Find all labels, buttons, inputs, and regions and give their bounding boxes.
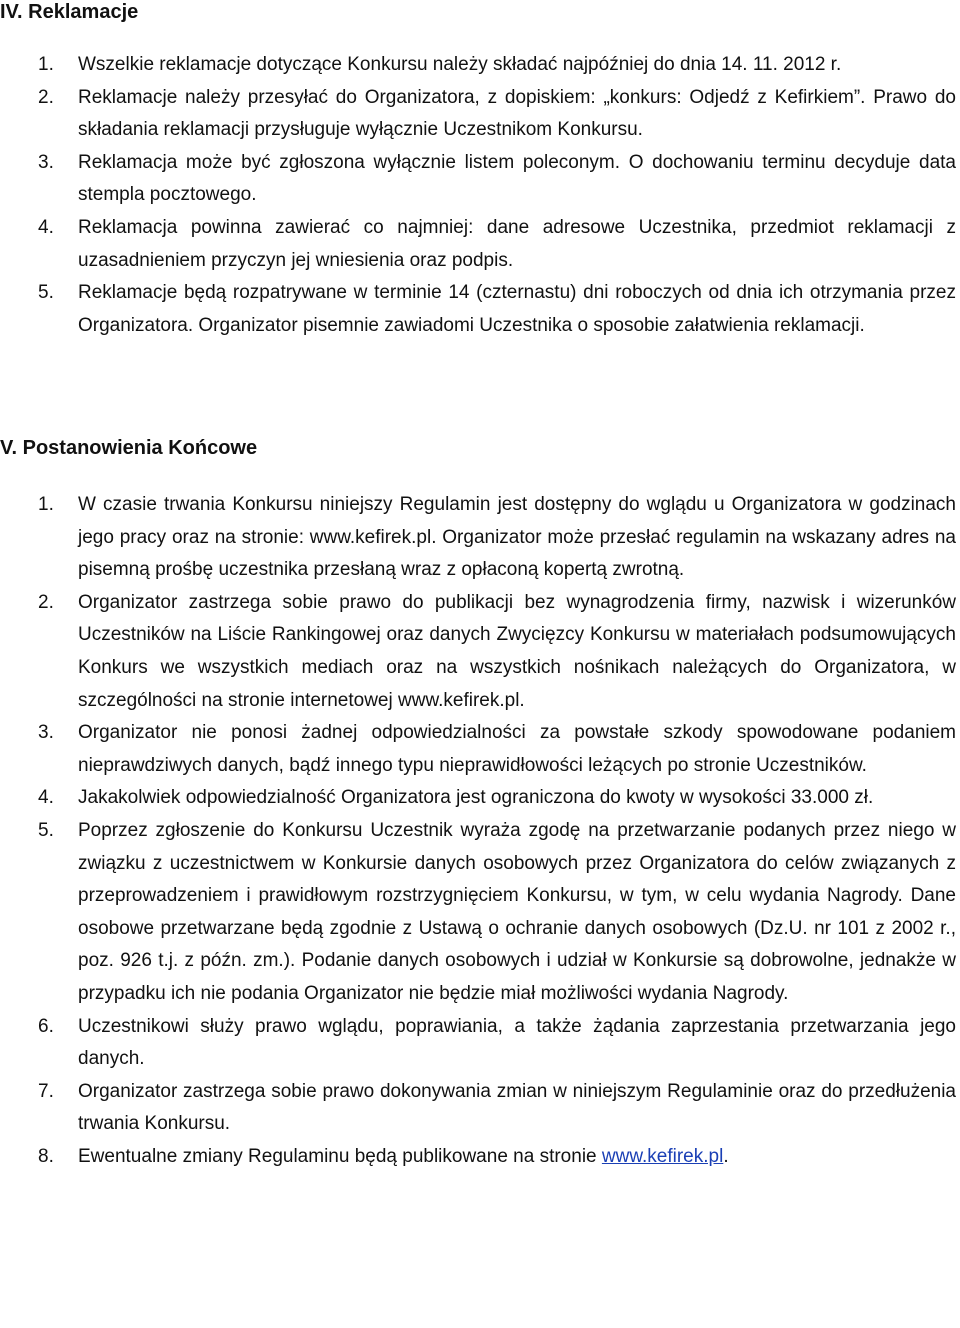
item-text xyxy=(78,1141,956,1174)
list-item xyxy=(0,82,956,147)
item-text: Reklamacje będą rozpatrywane w terminie 14 (czternastu) dni roboczych od dnia ich otrzymania przez Organizatora. Organizator pisemnie zawiadomi Uczestnika o sposobie załatwienia reklamacji. xyxy=(78,282,956,336)
item-text-before-link: Ewentualne zmiany Regulaminu będą publikowane na stronie xyxy=(78,1145,602,1167)
item-number: 7. xyxy=(38,1080,54,1102)
kefirek-website-link[interactable]: www.kefirek.pl xyxy=(601,1145,724,1167)
list-item xyxy=(0,147,956,212)
item-number: 3. xyxy=(38,151,54,173)
list-item xyxy=(0,49,956,82)
item-number: 4. xyxy=(38,216,54,238)
section-heading-postanowienia-koncowe: V. Postanowienia Końcowe xyxy=(0,437,258,459)
item-text: Uczestnikowi służy prawo wglądu, poprawiania, a także żądania zaprzestania przetwarzania jego danych. xyxy=(78,1015,956,1070)
postanowienia-list xyxy=(0,489,956,1173)
reklamacje-list xyxy=(0,49,956,342)
item-text: Organizator zastrzega sobie prawo dokonywania zmian w niniejszym Regulaminie oraz do przedłużenia trwania Konkursu. xyxy=(78,1080,956,1135)
item-number: 6. xyxy=(38,1015,54,1037)
list-item xyxy=(0,815,956,1011)
item-text: Reklamacja może być zgłoszona wyłącznie listem poleconym. O dochowaniu terminu decyduje data stempla pocztowego. xyxy=(78,151,956,206)
item-text: Jakakolwiek odpowiedzialność Organizatora jest ograniczona do kwoty w wysokości 33.000 zł. xyxy=(78,787,874,809)
list-item xyxy=(0,1141,956,1174)
item-number: 5. xyxy=(38,282,54,304)
item-text: W czasie trwania Konkursu niniejszy Regulamin jest dostępny do wglądu u Organizatora w godzinach jego pracy oraz na stronie: www.kefirek.pl. Organizator może przesłać regulamin na wskazany adres na pisemną prośbę uczestnika przesłaną wraz z opłaconą kopertą zwrotną. xyxy=(78,494,956,581)
list-item xyxy=(0,587,956,717)
list-item xyxy=(0,1076,956,1141)
item-number: 5. xyxy=(38,819,54,841)
item-text: Reklamacje należy przesyłać do Organizatora, z dopiskiem: „konkurs: Odjedź z Kefirkiem”. Prawo do składania reklamacji przysługuje wyłącznie Uczestnikom Konkursu. xyxy=(78,86,956,141)
list-item xyxy=(0,212,956,277)
item-text: Organizator nie ponosi żadnej odpowiedzialności za powstałe szkody spowodowane podaniem nieprawdziwych danych, bądź innego typu nieprawidłowości leżących po stronie Uczestników. xyxy=(78,722,956,776)
list-item xyxy=(0,782,956,815)
item-text: Reklamacja powinna zawierać co najmniej: dane adresowe Uczestnika, przedmiot reklamacji z uzasadnieniem przyczyn jej wniesienia oraz podpis. xyxy=(78,216,956,271)
item-number: 3. xyxy=(38,722,54,744)
item-text: Organizator zastrzega sobie prawo do publikacji bez wynagrodzenia firmy, nazwisk i wizerunków Uczestników na Liście Rankingowej oraz danych Zwycięzcy Konkursu w materiałach podsumowujących Konkurs we wszystkich mediach oraz na wszystkich nośnikach należących do Organizatora, w szczególności na stronie internetowej www.kefirek.pl. xyxy=(78,591,956,711)
list-item xyxy=(0,717,956,782)
item-number: 2. xyxy=(38,86,54,108)
item-number: 2. xyxy=(38,591,54,613)
item-text: Wszelkie reklamacje dotyczące Konkursu należy składać najpóźniej do dnia 14. 11. 2012 r. xyxy=(78,54,842,75)
list-item xyxy=(0,277,956,342)
list-item xyxy=(0,489,956,587)
item-text-after-link: . xyxy=(723,1145,729,1167)
list-item xyxy=(0,1011,956,1076)
item-number: 1. xyxy=(38,494,54,515)
section-heading-reklamacje: IV. Reklamacje xyxy=(0,1,139,23)
item-number: 8. xyxy=(38,1145,54,1167)
item-number: 1. xyxy=(38,54,54,75)
item-number: 4. xyxy=(38,787,54,809)
item-text: Poprzez zgłoszenie do Konkursu Uczestnik wyraża zgodę na przetwarzanie podanych przez niego w związku z uczestnictwem w Konkursie danych osobowych przez Organizatora do celów związanych z przeprowadzeniem i prawidłowym rozstrzygnięciem Konkursu, w tym, w celu wydania Nagrody. Dane osobowe przetwarzane będą zgodnie z Ustawą o ochranie danych osobowych (Dz.U. nr 101 z 2002 r., poz. 926 t.j. z późn. zm.). Podanie danych osobowych i udział w Konkursie są dobrowolne, jednakże w przypadku ich nie podania Organizator nie będzie miał możliwości wydania Nagrody. xyxy=(78,819,956,1004)
